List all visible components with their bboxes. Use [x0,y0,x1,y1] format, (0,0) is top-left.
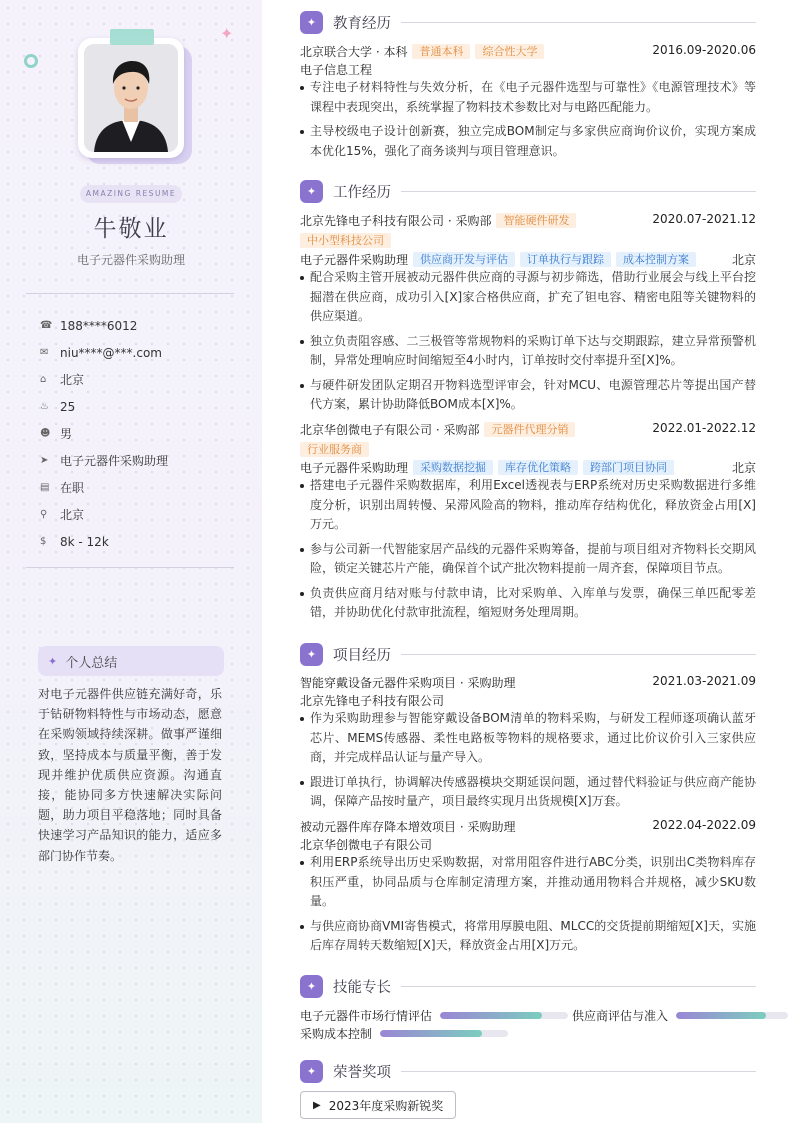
sparkle-icon: ✦ [300,11,323,34]
send-icon: ➤ [40,455,49,466]
divider [26,567,234,568]
job-city: 北京 [731,253,756,267]
list-item: 与供应商协商VMI寄售模式，将常用厚膜电阻、MLCC的交货提前期缩短[X]天，实施后库存周转天数缩短[X]天，释放资金占用[X]万元。 [300,917,756,956]
cake-icon: ♨ [40,401,49,412]
info-row [40,528,240,555]
school-tag: 综合性大学 [475,44,544,59]
job-company-row [300,421,756,438]
project-name-row [300,818,756,835]
section-title: 工作经历 [333,184,391,201]
play-icon: ▶ [313,1099,321,1111]
job-role-row [300,251,756,268]
company-tag: 行业服务商 [300,442,369,457]
inbox-icon: ▤ [40,482,50,493]
list-item: 与硬件研发团队定期召开物料选型评审会，针对MCU、电源管理芯片等提出国产替代方案，累计协助降低BOM成本[X]%。 [300,376,756,415]
list-item: 跟进订单执行，协调解决传感器模块交期延误问题，通过替代料验证与供应商产能协调，保障产品按时量产，项目最终实现月出货规模[X]万套。 [300,773,756,812]
list-item: 负责供应商月结对账与付款申请，比对采购单、入库单与发票，确保三单匹配零差错，并协助优化付款审批流程，缩短财务处理周期。 [300,584,756,623]
divider [401,22,756,23]
skill-name: 采购成本控制 [300,1027,373,1041]
divider [401,1071,756,1072]
project-date: 2022.04-2022.09 [652,818,756,832]
education-bullets [300,78,756,166]
job-role: 电子元器件采购助理 [300,461,409,475]
company-tag: 智能硬件研发 [496,213,576,228]
decor-sparkle-icon: ✦ [220,24,234,43]
job-city: 北京 [731,461,756,475]
job-role-row [300,459,756,476]
job-bullets [300,476,756,628]
education-school-row [300,43,756,60]
divider [401,654,756,655]
skill-tag: 订单执行与跟踪 [520,252,611,267]
list-item: 专注电子材料特性与失效分析，在《电子元器件选型与可靠性》《电源管理技术》等课程中表现突出，系统掌握了物料技术参数比对与电路匹配能力。 [300,78,756,117]
skill-tag: 跨部门项目协同 [583,460,674,475]
info-row [40,501,240,528]
skill-bar [676,1012,788,1019]
skill-item [300,1007,568,1024]
decor-ring-icon [24,54,38,68]
email-value: niu****@***.com [60,345,162,360]
summary-heading [38,646,224,676]
project-name-row [300,674,756,691]
school-tag: 普通本科 [412,44,470,59]
hometown-value: 北京 [60,373,85,387]
summary-heading-label: 个人总结 [65,655,118,671]
divider [401,986,756,987]
project-date: 2021.03-2021.09 [652,674,756,688]
skill-bar-fill [440,1012,542,1019]
job-company-row [300,212,756,229]
skill-bar [440,1012,568,1019]
job-company-tags [300,442,756,457]
mail-icon: ✉ [40,347,49,358]
list-item: 主导校级电子设计创新赛，独立完成BOM制定与多家供应商询价议价，实现方案成本优化15%，强化了商务谈判与项目管理意识。 [300,122,756,161]
school-name: 北京联合大学 · 本科 [300,45,408,59]
location-value: 北京 [60,508,85,522]
location-icon: ⚲ [40,509,48,520]
company-tag: 元器件代理分销 [484,422,575,437]
education-heading [300,10,756,34]
target-job-value: 电子元器件采购助理 [60,454,169,468]
age-value: 25 [60,399,76,414]
project-name: 被动元器件库存降本增效项目 · 采购助理 [300,820,516,834]
skill-bar-fill [676,1012,766,1019]
skills-heading [300,974,756,998]
skill-item [300,1025,508,1042]
award-name: 2023年度采购新锐奖 [328,1098,444,1113]
list-item: 参与公司新一代智能家居产品线的元器件采购筹备，提前与项目组对齐物料长交期风险，锁定关键芯片产能，确保首个试产批次物料提前一周齐套，保障项目节点。 [300,540,756,579]
sparkle-icon: ✦ [300,180,323,203]
job-role: 电子元器件采购助理 [300,253,409,267]
project-bullets [300,709,756,817]
projects-heading [300,642,756,666]
project-company: 北京华创微电子有限公司 [300,838,433,852]
section-title: 技能专长 [333,979,391,996]
salary-icon: $ [40,536,47,547]
project-bullets [300,853,756,961]
work-heading [300,179,756,203]
skill-tag: 供应商开发与评估 [413,252,515,267]
job-date: 2020.07-2021.12 [652,212,756,226]
list-item: 作为采购助理参与智能穿戴设备BOM清单的物料采购，与研发工程师逐项确认蓝牙芯片、MEMS传感器、柔性电路板等物料的规格要求，通过比价议价引入三家供应商，并完成样品认证与量产导入。 [300,709,756,768]
company-tag: 中小型科技公司 [300,233,391,248]
home-icon: ⌂ [40,374,47,385]
salary-value: 8k - 12k [60,534,109,549]
education-date: 2016.09-2020.06 [652,43,756,57]
gender-value: 男 [60,427,73,441]
contact-info [40,312,240,555]
sparkle-icon: ✦ [300,1060,323,1083]
job-bullets [300,268,756,420]
education-major: 电子信息工程 [300,63,373,77]
gender-icon: ☻ [40,428,51,439]
divider [26,293,234,294]
skill-name: 电子元器件市场行情评估 [300,1009,433,1023]
sparkle-icon: ✦ [48,654,58,668]
info-row [40,312,240,339]
company-name: 北京先锋电子科技有限公司 · 采购部 [300,214,492,228]
avatar [78,38,188,162]
divider [401,191,756,192]
skill-bar [380,1030,508,1037]
awards-heading [300,1059,756,1083]
company-name: 北京华创微电子有限公司 · 采购部 [300,423,480,437]
skill-item [572,1007,788,1024]
resume-badge: AMAZING RESUME [80,185,182,203]
status-value: 在职 [60,481,85,495]
skill-bar-fill [380,1030,482,1037]
profile-photo [84,44,178,152]
info-row [40,420,240,447]
tape-decoration [110,29,154,45]
list-item: 配合采购主管开展被动元器件供应商的寻源与初步筛选，借助行业展会与线上平台挖掘潜在供应商，成功引入[X]家合格供应商，扩充了钽电容、精密电阻等关键物料的供应渠道。 [300,268,756,327]
job-company-tags [300,233,756,248]
sparkle-icon: ✦ [300,975,323,998]
skill-tag: 库存优化策略 [498,460,578,475]
summary-text: 对电子元器件供应链充满好奇，乐于钻研物料特性与市场动态，愿意在采购领域持续深耕。做事严谨细致，坚持成本与质量平衡，善于发现并维护优质供应资源。沟通直接，能协同多方快速解决实际问题，助力项目平稳落地；同时具备快速学习产品知识的能力，适应多部门协作节奏。 [38,687,222,863]
sparkle-icon: ✦ [300,643,323,666]
candidate-name: 牛敬业 [93,216,169,242]
info-row [40,339,240,366]
project-company: 北京先锋电子科技有限公司 [300,694,445,708]
phone-icon: ☎ [40,320,53,331]
info-row [40,366,240,393]
skill-name: 供应商评估与准入 [572,1009,669,1023]
candidate-title: 电子元器件采购助理 [76,253,185,267]
section-title: 荣誉奖项 [333,1064,391,1081]
list-item: 独立负责阻容感、二三极管等常规物料的采购订单下达与交期跟踪，建立异常预警机制，异常处理响应时间缩短至4小时内，订单按时交付率提升至[X]%。 [300,332,756,371]
section-title: 教育经历 [333,15,391,32]
info-row [40,447,240,474]
list-item: 利用ERP系统导出历史采购数据，对常用阻容件进行ABC分类，识别出C类物料库存积压严重，协同品质与仓库制定清理方案，并推动通用物料合并规格，减少SKU数量。 [300,853,756,912]
job-date: 2022.01-2022.12 [652,421,756,435]
info-row [40,474,240,501]
sidebar [0,0,262,1123]
info-row [40,393,240,420]
list-item: 搭建电子元器件采购数据库，利用Excel透视表与ERP系统对历史采购数据进行多维度分析，识别出周转慢、呆滞风险高的物料，推动库存结构优化，释放资金占用[X]万元。 [300,476,756,535]
section-title: 项目经历 [333,647,391,664]
phone-value: 188****6012 [60,318,138,333]
project-name: 智能穿戴设备元器件采购项目 · 采购助理 [300,676,516,690]
skill-tag: 成本控制方案 [616,252,696,267]
skill-tag: 采购数据挖掘 [413,460,493,475]
award-item [300,1091,456,1119]
